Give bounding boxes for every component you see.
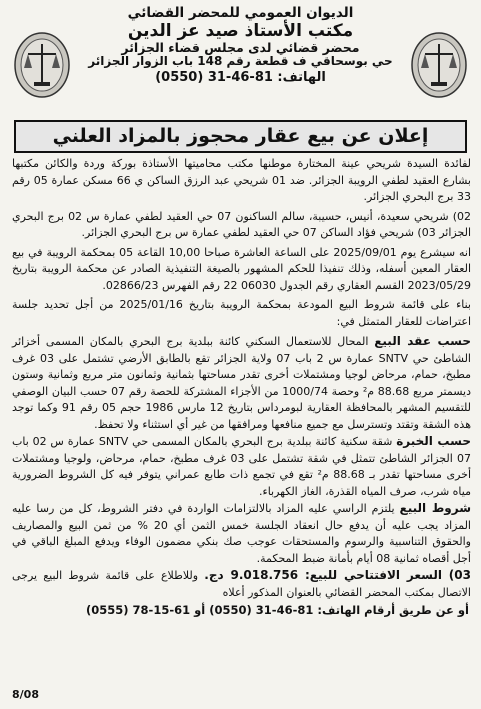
contact-text: وللاطلاع على قائمة شروط البيع يرجى الاتصال بمكتب المحضر القضائي بالعنوان المذكور أعلاه: [12, 569, 471, 599]
announcement-body: [6, 156, 475, 601]
paragraph-sale-date: انه سيشرع يوم 2025/09/01 على الساعة العاشرة صباحا 10,00 القاعة 05 بمحكمة الرويبة في بيع العقار المعين أسفله، وذلك تنفيذا للحكم المشهور بالصيغة التنفيذية الصادر عن محكمة الرويبة بتاريخ 2023/05/29 القسم العقاري رقم الجدول 06030 22 رقم الفهرس 02866/23.: [12, 245, 472, 292]
office-phone: الهاتف: 81-46-31 (0550): [155, 70, 326, 86]
page-number: 8/08: [12, 688, 39, 701]
header: [6, 6, 475, 116]
sale-terms-text: يلتزم الراسي عليه المزاد بالالتزامات الواردة في دفتر الشروط، كل من رسا عليه المزاد يجب عليه أن يدفع حال انعقاد الجلسة خمس الثمن أي 20 % من ثمن البيع والمصاريف والحقوق التناسبية والرسوم والمستحقات عوجب صك بنكي مضمون الوفاء ويدفع المبلغ الباقي في أجل أقصاه ثمانية 08 أيام بأمانة ضبط المحكمة.: [12, 502, 471, 565]
office-address: حي بوسحاقي ف قطعة رقم 148 باب الزوار الجزائر: [88, 54, 393, 69]
paragraph-conditions-deposit: بناء على قائمة شروط البيع المودعة بمحكمة الرويبة بتاريخ 2025/01/16 من أجل تحديد جلسة اعتراضات للعقار المتمثل في:: [12, 298, 471, 328]
office-name: مكتب الأستاذ صيد عز الدين: [127, 20, 354, 41]
paragraph-opening-price: [12, 567, 471, 601]
paragraph-sale-deed: [12, 333, 471, 433]
expertise-heading: حسب الخبرة: [396, 434, 471, 448]
office-line-3: محضر قضائي لدى مجلس قضاء الجزائر: [121, 40, 360, 56]
paragraph-defendants: 02) شريحي سعيدة، أنيس، حسيبة، سالم الساكنون 07 حي العقيد لطفي عمارة س 02 برج البحري الجزائر 03) شريحي فؤاد الساكن 07 حي العقيد لطفي عمارة س برج البحري الجزائر.: [12, 209, 472, 239]
expertise-text: شقة سكنية كائنة ببلدية برج البحري بالمكان المسمى حي SNTV عمارة س 02 باب 07 الجزائر الشاطئ تتمثل في شقة تشتمل على 03 غرف مطبخ، حمام، مرحاض، ولوجيا ومشتملات أخرى مساحتها تقدر بـ 88.68 م² تقع في تجمع ذات طابع عمراني يتوفر فيه كل الشروط الضرورية مياه شرب، صرف المياه القذرة، الغاز الكهرباء.: [12, 435, 471, 498]
opening-price: 03) السعر الافتتاحي للبيع: 9.018.756 دج.: [204, 568, 471, 582]
office-details: [6, 6, 475, 86]
sale-terms-heading: شروط البيع: [399, 501, 472, 515]
contact-phones: أو عن طريق أرقام الهاتف: 81-46-31 (0550) أو 61-15-78 (0555): [85, 603, 469, 617]
sale-deed-heading: حسب عقد البيع: [374, 334, 472, 348]
paragraph-parties: لفائدة السيدة شريحي عينة المختارة موطنها مكتب محاميتها الأستاذة بوركة وردة والكائن مكتبها بشارع العقيد لطفي الرويبة الجزائر. ضد 01 شريحي عبد الرزق الساكن ي 66 مسكن عمارة 05 رقم 33 برج البحري الجزائر.: [12, 157, 471, 203]
office-line-1: الديوان العمومي للمحضر القضائي: [127, 5, 354, 21]
paragraph-sale-terms: [12, 500, 471, 567]
justice-emblem-icon: [409, 30, 469, 100]
announcement-title: إعلان عن بيع عقار محجوز بالمزاد العلني: [14, 120, 467, 153]
sale-deed-text: المحال للاستعمال السكني كائنة ببلدية برج البحري بالمكان المسمى أخزائر الشاطئ حي SNTV عمارة س 2 باب 07 ولاية الجزائر تقع بالطابق الأرضي تشتمل على 03 غرف مطبخ، حمام، مرحاض لوجيا ومشتملات أخرى تقدر مساحتها بثمانية وثمانون متر مربع وثمانية وستون ديسمتر مربع 88.68 م² وحصة 1000/74 من الأجزاء المشتركة للحصة رقم 07 حسب البيان الوصفي للتقسيم المشهر بالمحافظة العقارية لبومرداس بتاريخ 12 مارس 1986 حجم 05 رقم 91 وكما توجد هذه الشقة وتقتد وتسترسل مع جميع منافعها ومرافقها من غير أي استثناء ولا تحفظ.: [12, 335, 472, 431]
paragraph-expertise: [12, 433, 471, 500]
justice-emblem-icon: [12, 30, 72, 100]
